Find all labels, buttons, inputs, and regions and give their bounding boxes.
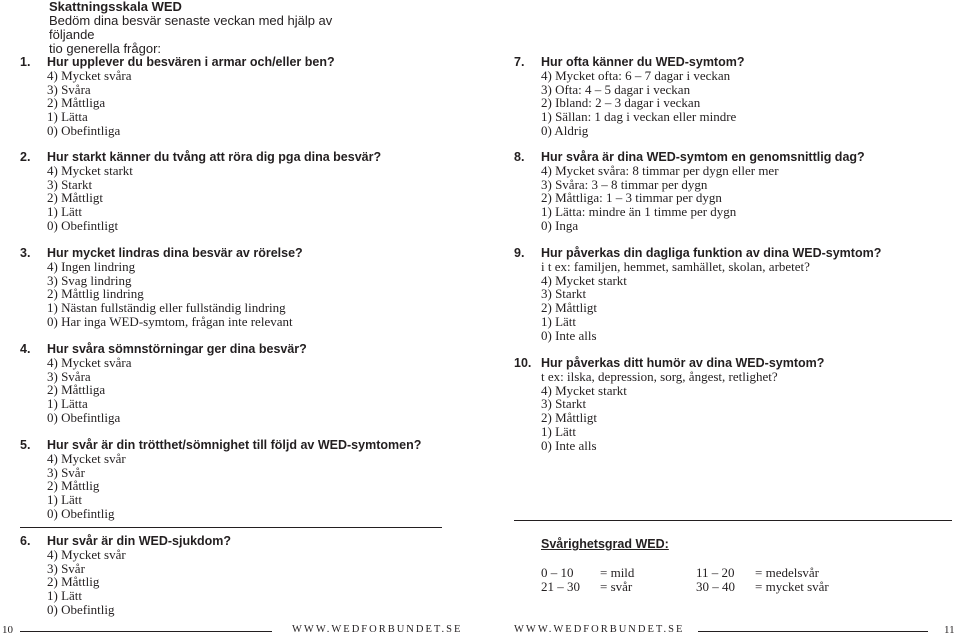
grade-range: 11 – 20 bbox=[696, 565, 735, 580]
grade-range: 30 – 40 bbox=[696, 579, 735, 594]
question-title bbox=[514, 150, 865, 164]
grade-range: 0 – 10 bbox=[541, 565, 574, 580]
question-number: 3. bbox=[20, 246, 31, 260]
answer-option: 3) Svår bbox=[47, 464, 85, 480]
grade-label: = mycket svår bbox=[755, 579, 829, 594]
answer-option: 4) Mycket starkt bbox=[47, 163, 133, 178]
footer-rule bbox=[20, 631, 272, 632]
question-number: 1. bbox=[20, 55, 31, 69]
answer-option: 0) Har inga WED-symtom, frågan inte relevant bbox=[47, 313, 293, 329]
answer-option: 4) Mycket svåra: 8 timmar per dygn eller mer bbox=[541, 163, 779, 178]
answer-option: 0) Obefintligt bbox=[47, 217, 119, 233]
intro-line: tio generella frågor: bbox=[49, 41, 162, 56]
question-title bbox=[20, 55, 335, 69]
question-1 bbox=[20, 55, 335, 138]
grade-range: 21 – 30 bbox=[541, 579, 580, 594]
page-title: Skattningsskala WED bbox=[49, 0, 182, 14]
section-divider bbox=[20, 527, 442, 528]
question-number: 5. bbox=[20, 438, 31, 452]
question-5 bbox=[20, 438, 421, 521]
question-text: Hur ofta känner du WED-symtom? bbox=[541, 55, 745, 69]
question-text: Hur mycket lindras dina besvär av rörelse? bbox=[47, 246, 303, 260]
answer-option: 4) Mycket starkt bbox=[541, 272, 627, 288]
question-number: 10. bbox=[514, 356, 532, 370]
question-text: Hur starkt känner du tvång att röra dig pga dina besvär? bbox=[47, 150, 382, 164]
answer-option: 1) Sällan: 1 dag i veckan eller mindre bbox=[541, 109, 737, 125]
answer-option: 1) Lätt bbox=[541, 313, 577, 329]
answer-option: 1) Lätt bbox=[47, 204, 83, 220]
answer-option: 3) Svag lindring bbox=[47, 272, 132, 288]
question-text: Hur svåra sömnstörningar ger dina besvär? bbox=[47, 342, 307, 356]
question-number: 2. bbox=[20, 150, 31, 164]
question-number: 7. bbox=[514, 55, 525, 69]
grade-label: = mild bbox=[600, 565, 635, 580]
page-number-left: 10 bbox=[2, 624, 13, 636]
grade-label: = svår bbox=[600, 579, 633, 594]
question-text: Hur svåra är dina WED-symtom en genomsnittlig dag? bbox=[541, 150, 865, 164]
question-number: 8. bbox=[514, 150, 525, 164]
answer-option: 4) Mycket svåra bbox=[47, 68, 132, 83]
answer-option: 4) Mycket ofta: 6 – 7 dagar i veckan bbox=[541, 68, 731, 83]
section-divider bbox=[514, 520, 952, 521]
question-3 bbox=[20, 246, 303, 329]
question-text: Hur svår är din trötthet/sömnighet till följd av WED-symtomen? bbox=[47, 438, 422, 452]
question-number: 4. bbox=[20, 342, 31, 356]
answer-option: 0) Inte alls bbox=[541, 327, 597, 343]
answer-option: 2) Måttliga: 1 – 3 timmar per dygn bbox=[541, 190, 722, 206]
question-text: Hur svår är din WED-sjukdom? bbox=[47, 534, 232, 548]
answer-option: 3) Svår bbox=[47, 560, 85, 576]
answer-option: 2) Ibland: 2 – 3 dagar i veckan bbox=[541, 95, 701, 111]
question-title bbox=[20, 150, 381, 164]
answer-option: 0) Inte alls bbox=[541, 437, 597, 453]
question-6 bbox=[20, 534, 231, 617]
answer-option: 2) Måttlig bbox=[47, 574, 100, 590]
question-title bbox=[514, 246, 881, 260]
answer-option: 3) Svåra bbox=[47, 81, 91, 97]
scale-header bbox=[49, 0, 379, 56]
question-subtext: i t ex: familjen, hemmet, samhället, skolan, arbetet? bbox=[541, 259, 810, 274]
question-10 bbox=[514, 356, 824, 452]
page-number-right: 11 bbox=[944, 624, 955, 636]
question-subtext: t ex: ilska, depression, sorg, ångest, retlighet? bbox=[541, 369, 778, 384]
answer-option: 0) Obefintliga bbox=[47, 409, 121, 425]
question-8 bbox=[514, 150, 865, 233]
question-2 bbox=[20, 150, 381, 233]
answer-option: 0) Obefintliga bbox=[47, 122, 121, 138]
answer-option: 3) Ofta: 4 – 5 dagar i veckan bbox=[541, 81, 691, 97]
answer-option: 4) Ingen lindring bbox=[47, 259, 136, 274]
answer-option: 1) Nästan fullständig eller fullständig lindring bbox=[47, 300, 286, 316]
answer-option: 3) Starkt bbox=[47, 176, 93, 192]
answer-option: 2) Måttliga bbox=[47, 95, 106, 111]
answer-option: 2) Måttliga bbox=[47, 382, 106, 398]
footer-rule bbox=[698, 631, 928, 632]
answer-option: 4) Mycket starkt bbox=[541, 382, 627, 398]
question-7 bbox=[514, 55, 745, 138]
answer-option: 4) Mycket svåra bbox=[47, 355, 132, 370]
question-4 bbox=[20, 342, 307, 425]
answer-option: 2) Måttligt bbox=[47, 190, 103, 206]
answer-option: 1) Lätta: mindre än 1 timme per dygn bbox=[541, 204, 737, 220]
answer-option: 1) Lätt bbox=[47, 588, 83, 604]
grade-label: = medelsvår bbox=[755, 565, 820, 580]
answer-option: 2) Måttligt bbox=[541, 410, 597, 426]
question-title bbox=[20, 534, 231, 548]
question-9 bbox=[514, 246, 881, 342]
question-text: Hur upplever du besvären i armar och/eller ben? bbox=[47, 55, 335, 69]
question-number: 9. bbox=[514, 246, 525, 260]
question-title bbox=[20, 246, 303, 260]
answer-option: 1) Lätta bbox=[47, 109, 88, 125]
answer-option: 3) Starkt bbox=[541, 396, 587, 412]
question-text: Hur påverkas ditt humör av dina WED-symtom? bbox=[541, 356, 825, 370]
answer-option: 1) Lätt bbox=[541, 423, 577, 439]
footer-url: WWW.WEDFORBUNDET.SE bbox=[514, 624, 685, 635]
answer-option: 0) Obefintlig bbox=[47, 505, 115, 521]
footer-url: WWW.WEDFORBUNDET.SE bbox=[292, 624, 463, 635]
answer-option: 4) Mycket svår bbox=[47, 547, 126, 562]
question-title bbox=[20, 438, 421, 452]
question-title bbox=[20, 342, 307, 356]
answer-option: 3) Svåra: 3 – 8 timmar per dygn bbox=[541, 176, 708, 192]
answer-option: 3) Svåra bbox=[47, 368, 91, 384]
question-title bbox=[514, 55, 745, 69]
intro-line: Bedöm dina besvär senaste veckan med hjälp av följande bbox=[49, 13, 333, 42]
answer-option: 2) Måttligt bbox=[541, 300, 597, 316]
question-number: 6. bbox=[20, 534, 31, 548]
answer-option: 3) Starkt bbox=[541, 286, 587, 302]
answer-option: 0) Inga bbox=[541, 217, 579, 233]
question-text: Hur påverkas din dagliga funktion av dina WED-symtom? bbox=[541, 246, 882, 260]
answer-option: 2) Måttlig bbox=[47, 478, 100, 494]
answer-option: 1) Lätt bbox=[47, 492, 83, 508]
answer-option: 4) Mycket svår bbox=[47, 451, 126, 466]
answer-option: 0) Obefintlig bbox=[47, 601, 115, 617]
answer-option: 2) Måttlig lindring bbox=[47, 286, 144, 302]
grading-title: Svårighetsgrad WED: bbox=[541, 537, 669, 551]
question-title bbox=[514, 356, 824, 370]
answer-option: 1) Lätta bbox=[47, 396, 88, 412]
answer-option: 0) Aldrig bbox=[541, 122, 589, 138]
